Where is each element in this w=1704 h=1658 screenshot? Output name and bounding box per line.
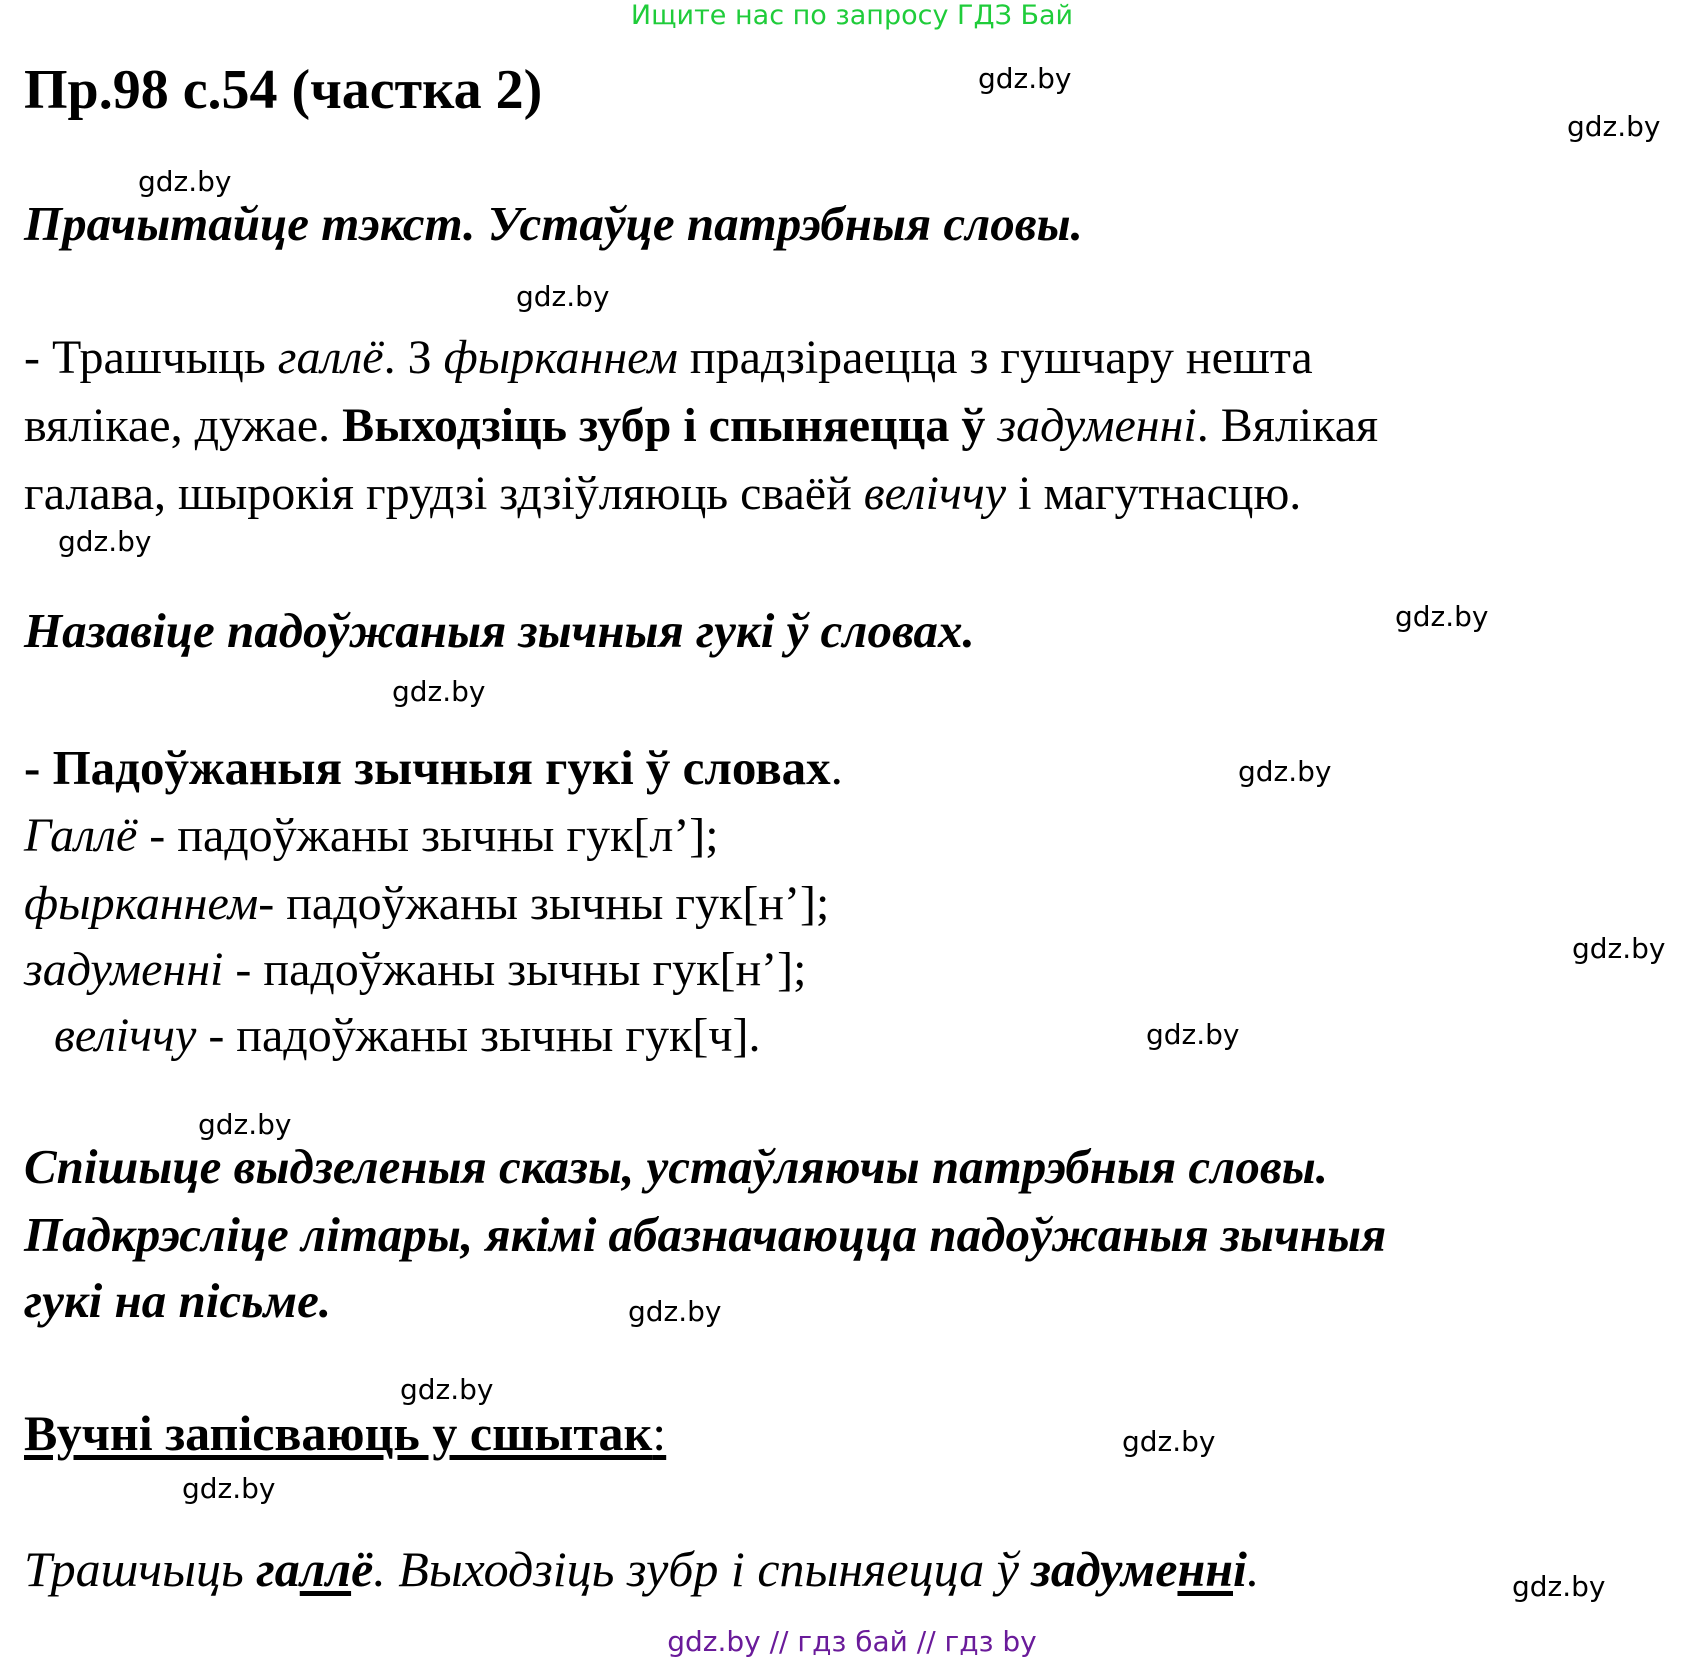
answer-word: задуменні [24, 943, 224, 996]
answer-word: веліччу [54, 1009, 197, 1062]
notebook-sentence [24, 1540, 1259, 1598]
text-span: і магутнасцю. [1006, 467, 1302, 520]
text-span: . Вялікая [1196, 399, 1379, 452]
footer-links: gdz.by // гдз бай // гдз by [667, 1625, 1037, 1658]
watermark: gdz.by [628, 1295, 722, 1328]
task-instruction-2: Назавіце падоўжаныя зычныя гукі ў словах. [24, 603, 975, 658]
text-span: . З [383, 331, 444, 384]
watermark: gdz.by [58, 525, 152, 558]
answer-heading [24, 734, 843, 802]
word-fyrkannem: фырканнем [443, 331, 678, 384]
text-span: . [830, 740, 843, 795]
word-zadumenni: задуменні [997, 399, 1197, 452]
word-part: задуме [1031, 1541, 1178, 1597]
word-part: га [256, 1541, 300, 1597]
underlined-letters: нн [1177, 1541, 1233, 1597]
underlined-letters: лл [299, 1541, 352, 1597]
answer-word: фырканнем [24, 877, 259, 930]
text-span: . Выходзіць зубр і спыняецца ў [373, 1541, 1032, 1597]
watermark: gdz.by [1572, 932, 1666, 965]
watermark: gdz.by [978, 62, 1072, 95]
watermark: gdz.by [516, 280, 610, 313]
answer-rest: - падоўжаны зычны гук[н’]; [258, 877, 830, 930]
watermark: gdz.by [182, 1472, 276, 1505]
watermark: gdz.by [1567, 110, 1661, 143]
watermark: gdz.by [1512, 1570, 1606, 1603]
text-line-2 [24, 392, 1378, 460]
text-span: вялікае, дужае. [24, 399, 343, 452]
watermark: gdz.by [392, 675, 486, 708]
answer-line [54, 1002, 761, 1070]
answer-line [24, 870, 829, 938]
notebook-heading-text: Вучні запісваюць у сшытак [24, 1405, 653, 1461]
word-velichchu: веліччу [863, 467, 1007, 520]
answer-line [24, 936, 806, 1004]
text-line-1 [24, 324, 1313, 392]
watermark: gdz.by [400, 1373, 494, 1406]
search-banner: Ищите нас по запросу ГДЗ Бай [630, 0, 1074, 31]
task-instruction-3-line-2: Падкрэсліце літары, якімі абазначаюцца падоўжаныя зычныя [24, 1207, 1387, 1262]
text-span: прадзіраецца з гушчару нешта [677, 331, 1313, 384]
word-part: ё [351, 1541, 374, 1597]
answer-heading-text: - Падоўжаныя зычныя гукі ў словах [24, 740, 831, 795]
task-instruction-3-line-1: Спішыце выдзеленыя сказы, устаўляючы патрэбныя словы. [24, 1139, 1328, 1194]
watermark: gdz.by [138, 165, 232, 198]
answer-word: Галлё [24, 809, 138, 862]
text-span: галава, шырокія грудзі здзіўляюць сваёй [24, 467, 864, 520]
text-span: Трашчыць [24, 1541, 257, 1597]
notebook-heading-colon: : [652, 1405, 667, 1461]
watermark: gdz.by [1146, 1018, 1240, 1051]
text-line-3 [24, 460, 1301, 528]
text-span: . [1246, 1541, 1260, 1597]
page-title: Пр.98 с.54 (частка 2) [24, 59, 543, 121]
answer-rest: - падоўжаны зычны гук[ч]. [196, 1009, 761, 1062]
watermark: gdz.by [1238, 755, 1332, 788]
answer-line [24, 802, 719, 870]
watermark: gdz.by [1122, 1425, 1216, 1458]
watermark: gdz.by [198, 1108, 292, 1141]
answer-rest: - падоўжаны зычны гук[л’]; [137, 809, 719, 862]
answer-rest: - падоўжаны зычны гук[н’]; [223, 943, 807, 996]
task-instruction-1: Прачытайце тэкст. Устаўце патрэбныя словы. [24, 196, 1083, 251]
watermark: gdz.by [1395, 600, 1489, 633]
word-part: і [1233, 1541, 1247, 1597]
task-instruction-3-line-3: гукі на пісьме. [24, 1273, 332, 1328]
notebook-heading [24, 1404, 666, 1462]
highlighted-sentence: Выходзіць зубр і спыняецца ў [342, 399, 998, 452]
text-span: - Трашчыць [24, 331, 278, 384]
word-galle: галлё [277, 331, 384, 384]
